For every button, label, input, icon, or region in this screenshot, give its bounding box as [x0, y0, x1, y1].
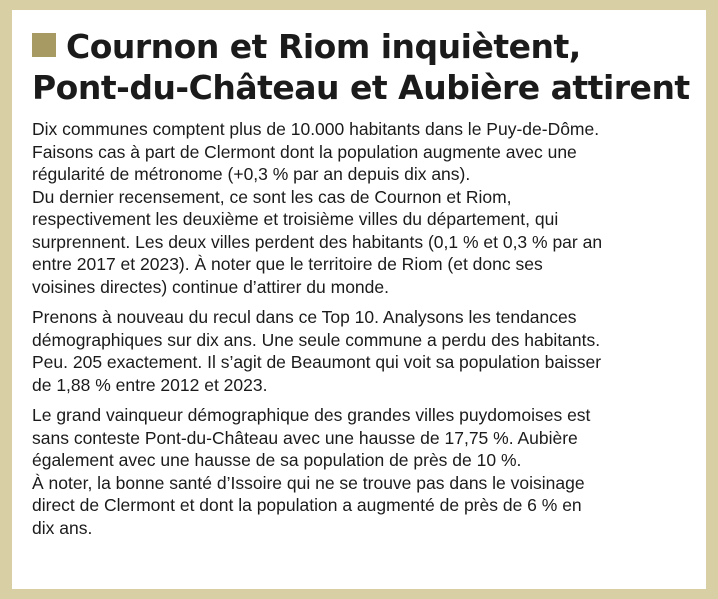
- paragraph-line: entre 2017 et 2023). À noter que le territoire de Riom (et donc ses: [32, 254, 543, 274]
- paragraph-line: voisines directes) continue d’attirer du monde.: [32, 276, 389, 297]
- paragraph-3: [32, 404, 692, 539]
- paragraph-line: direct de Clermont et dont la population a augmenté de près de 6 % en: [32, 495, 582, 515]
- paragraph-line: surprennent. Les deux villes perdent des habitants (0,1 % et 0,3 % par an: [32, 231, 603, 252]
- headline-line-1-text: Cournon et Riom inquiètent,: [66, 27, 581, 66]
- headline-line-2: Pont-du-Château et Aubière attirent: [32, 68, 690, 107]
- paragraph-line: dix ans.: [32, 517, 93, 538]
- paragraph-line: Du dernier recensement, ce sont les cas de Cournon et Riom,: [32, 186, 512, 207]
- paragraph-line: Dix communes comptent plus de 10.000 habitants dans le Puy-de-Dôme.: [32, 119, 600, 139]
- article-box: [12, 10, 706, 589]
- square-bullet-icon: [32, 33, 56, 57]
- paragraph-1: [32, 118, 692, 298]
- paragraph-line: Le grand vainqueur démographique des grandes villes puydomoises est: [32, 405, 591, 425]
- paragraph-line: de 1,88 % entre 2012 et 2023.: [32, 374, 268, 395]
- paragraph-line: également avec une hausse de sa population de près de 10 %.: [32, 450, 522, 470]
- article-headline: [32, 26, 692, 108]
- paragraph-line: régularité de métronome (+0,3 % par an depuis dix ans).: [32, 164, 471, 184]
- paragraph-line: démographiques sur dix ans. Une seule commune a perdu des habitants.: [32, 329, 601, 350]
- paragraph-line: respectivement les deuxième et troisième villes du département, qui: [32, 209, 559, 229]
- headline-line-1: [32, 26, 692, 67]
- paragraph-line: Peu. 205 exactement. Il s’agit de Beaumont qui voit sa population baisser: [32, 352, 602, 372]
- paragraph-line: À noter, la bonne santé d’Issoire qui ne se trouve pas dans le voisinage: [32, 472, 585, 493]
- paragraph-line: Faisons cas à part de Clermont dont la population augmente avec une: [32, 141, 577, 162]
- paragraph-line: sans conteste Pont-du-Château avec une hausse de 17,75 %. Aubière: [32, 427, 578, 448]
- paragraph-2: [32, 306, 692, 396]
- paragraph-line: Prenons à nouveau du recul dans ce Top 10. Analysons les tendances: [32, 307, 577, 327]
